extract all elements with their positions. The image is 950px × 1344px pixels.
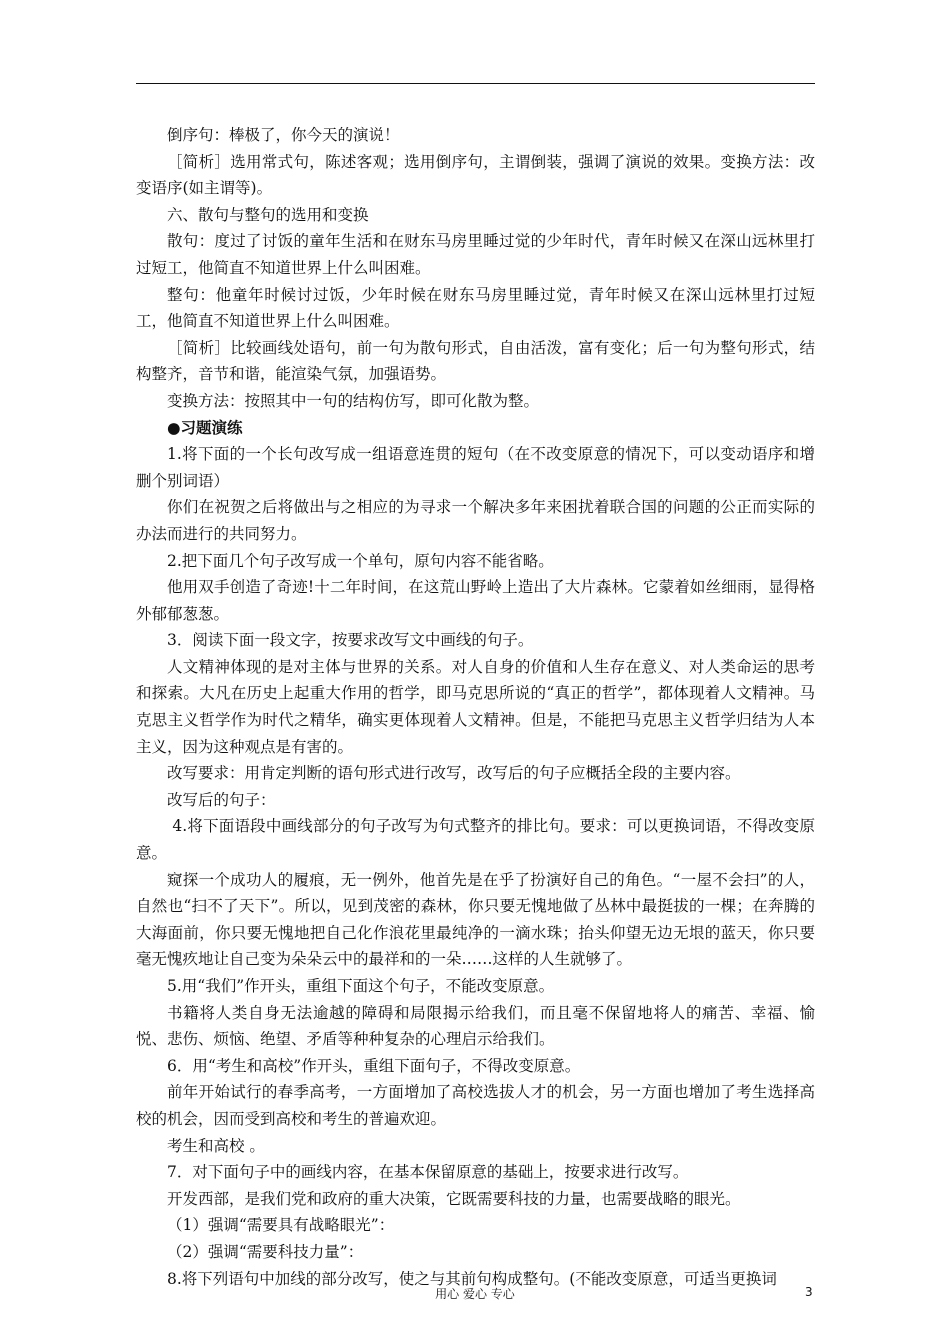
footer-text: 用心 爱心 专心 <box>435 1287 515 1301</box>
question-7-part-2: （2）强调“需要科技力量”： <box>167 1242 364 1261</box>
line-analysis-2: ［简析］比较画线处语句，前一句为散句形式，自由活泼，富有变化；后一句为整句形式，结构整齐，音节和谐，能渲染气氛，加强语势。 <box>136 338 815 384</box>
header-rule <box>136 83 815 84</box>
question-3: 3．阅读下面一段文字，按要求改写文中画线的句子。 <box>167 631 534 650</box>
question-4: 4.将下面语段中画线部分的句子改写为句式整齐的排比句。要求：可以更换词语，不得改变原意。 <box>136 817 815 863</box>
question-3-requirement: 改写要求：用肯定判断的语句形式进行改写，改写后的句子应概括全段的主要内容。 <box>167 764 741 783</box>
question-2: 2.把下面几个句子改写成一个单句，原句内容不能省略。 <box>167 551 554 570</box>
question-5: 5.用“我们”作开头，重组下面这个句子，不能改变原意。 <box>167 977 555 995</box>
page-number: 3 <box>805 1285 813 1299</box>
question-4-text: 窥探一个成功人的履痕，无一例外，他首先是在乎了扮演好自己的角色。“一屋不会扫”的人，自然也“扫不了天下”。所以，见到茂密的森林，你只要无愧地做了丛林中最挺拔的一棵；在奔腾的大海面前，你只要无愧地把自己化作浪花里最纯净的一滴水珠；抬头仰望无边无垠的蓝天，你只要毫无愧疚地让自己变为朵朵云中的最祥和的一朵……这样的人生就够了。 <box>136 870 815 969</box>
page-body <box>136 122 815 1292</box>
question-7-text: 开发西部，是我们党和政府的重大决策，它既需要科技的力量，也需要战略的眼光。 <box>167 1189 741 1208</box>
question-3-text: 人文精神体现的是对主体与世界的关系。对人自身的价值和人生存在意义、对人类命运的思考和探索。大凡在历史上起重大作用的哲学，即马克思所说的“真正的哲学”，都体现着人文精神。马克思主义哲学作为时代之精华，确实更体现着人文精神。但是，不能把马克思主义哲学归结为人本主义，因为这种观点是有害的。 <box>136 657 815 756</box>
question-6: 6．用“考生和高校”作开头，重组下面句子，不得改变原意。 <box>167 1056 581 1075</box>
question-6-answer: 考生和高校 。 <box>167 1136 265 1155</box>
page-footer <box>0 1285 950 1305</box>
line-inverted-sentence: 倒序句：棒极了，你今天的演说！ <box>167 126 400 144</box>
question-7: 7．对下面句子中的画线内容，在基本保留原意的基础上，按要求进行改写。 <box>167 1163 689 1182</box>
line-periodic-sentence: 整句：他童年时候讨过饭，少年时候在财东马房里睡过觉，青年时候又在深山远林里打过短工，他简直不知道世界上什么叫困难。 <box>136 285 815 331</box>
question-2-text: 他用双手创造了奇迹!十二年时间，在这荒山野岭上造出了大片森林。它蒙着如丝细雨，显得格外郁郁葱葱。 <box>136 578 815 623</box>
exercise-heading: ●习题演练 <box>167 418 243 437</box>
question-6-text: 前年开始试行的春季高考，一方面增加了高校选拔人才的机会，另一方面也增加了考生选择高校的机会，因而受到高校和考生的普遍欢迎。 <box>136 1083 815 1128</box>
section-heading-6: 六、散句与整句的选用和变换 <box>167 205 369 224</box>
question-8: 8.将下列语句中加线的部分改写，使之与其前句构成整句。(不能改变原意，可适当更换词 <box>167 1269 777 1288</box>
question-3-answer-label: 改写后的句子： <box>167 790 276 809</box>
question-1: 1.将下面的一个长句改写成一组语意连贯的短句（在不改变原意的情况下，可以变动语序和增删个别词语） <box>136 445 815 490</box>
line-loose-sentence: 散句：度过了讨饭的童年生活和在财东马房里睡过觉的少年时代，青年时候又在深山远林里打过短工，他简直不知道世界上什么叫困难。 <box>136 232 815 277</box>
line-analysis-1: ［简析］选用常式句，陈述客观；选用倒序句，主谓倒装，强调了演说的效果。变换方法：改变语序(如主谓等)。 <box>136 152 815 198</box>
line-method: 变换方法：按照其中一句的结构仿写，即可化散为整。 <box>167 391 540 410</box>
question-5-text: 书籍将人类自身无法逾越的障碍和局限揭示给我们，而且毫不保留地将人的痛苦、幸福、愉悦、悲伤、烦恼、绝望、矛盾等种种复杂的心理启示给我们。 <box>136 1003 815 1049</box>
question-7-part-1: （1）强调“需要具有战略眼光”： <box>167 1216 395 1235</box>
question-1-text: 你们在祝贺之后将做出与之相应的为寻求一个解决多年来困扰着联合国的问题的公正而实际的办法而进行的共同努力。 <box>136 498 815 543</box>
